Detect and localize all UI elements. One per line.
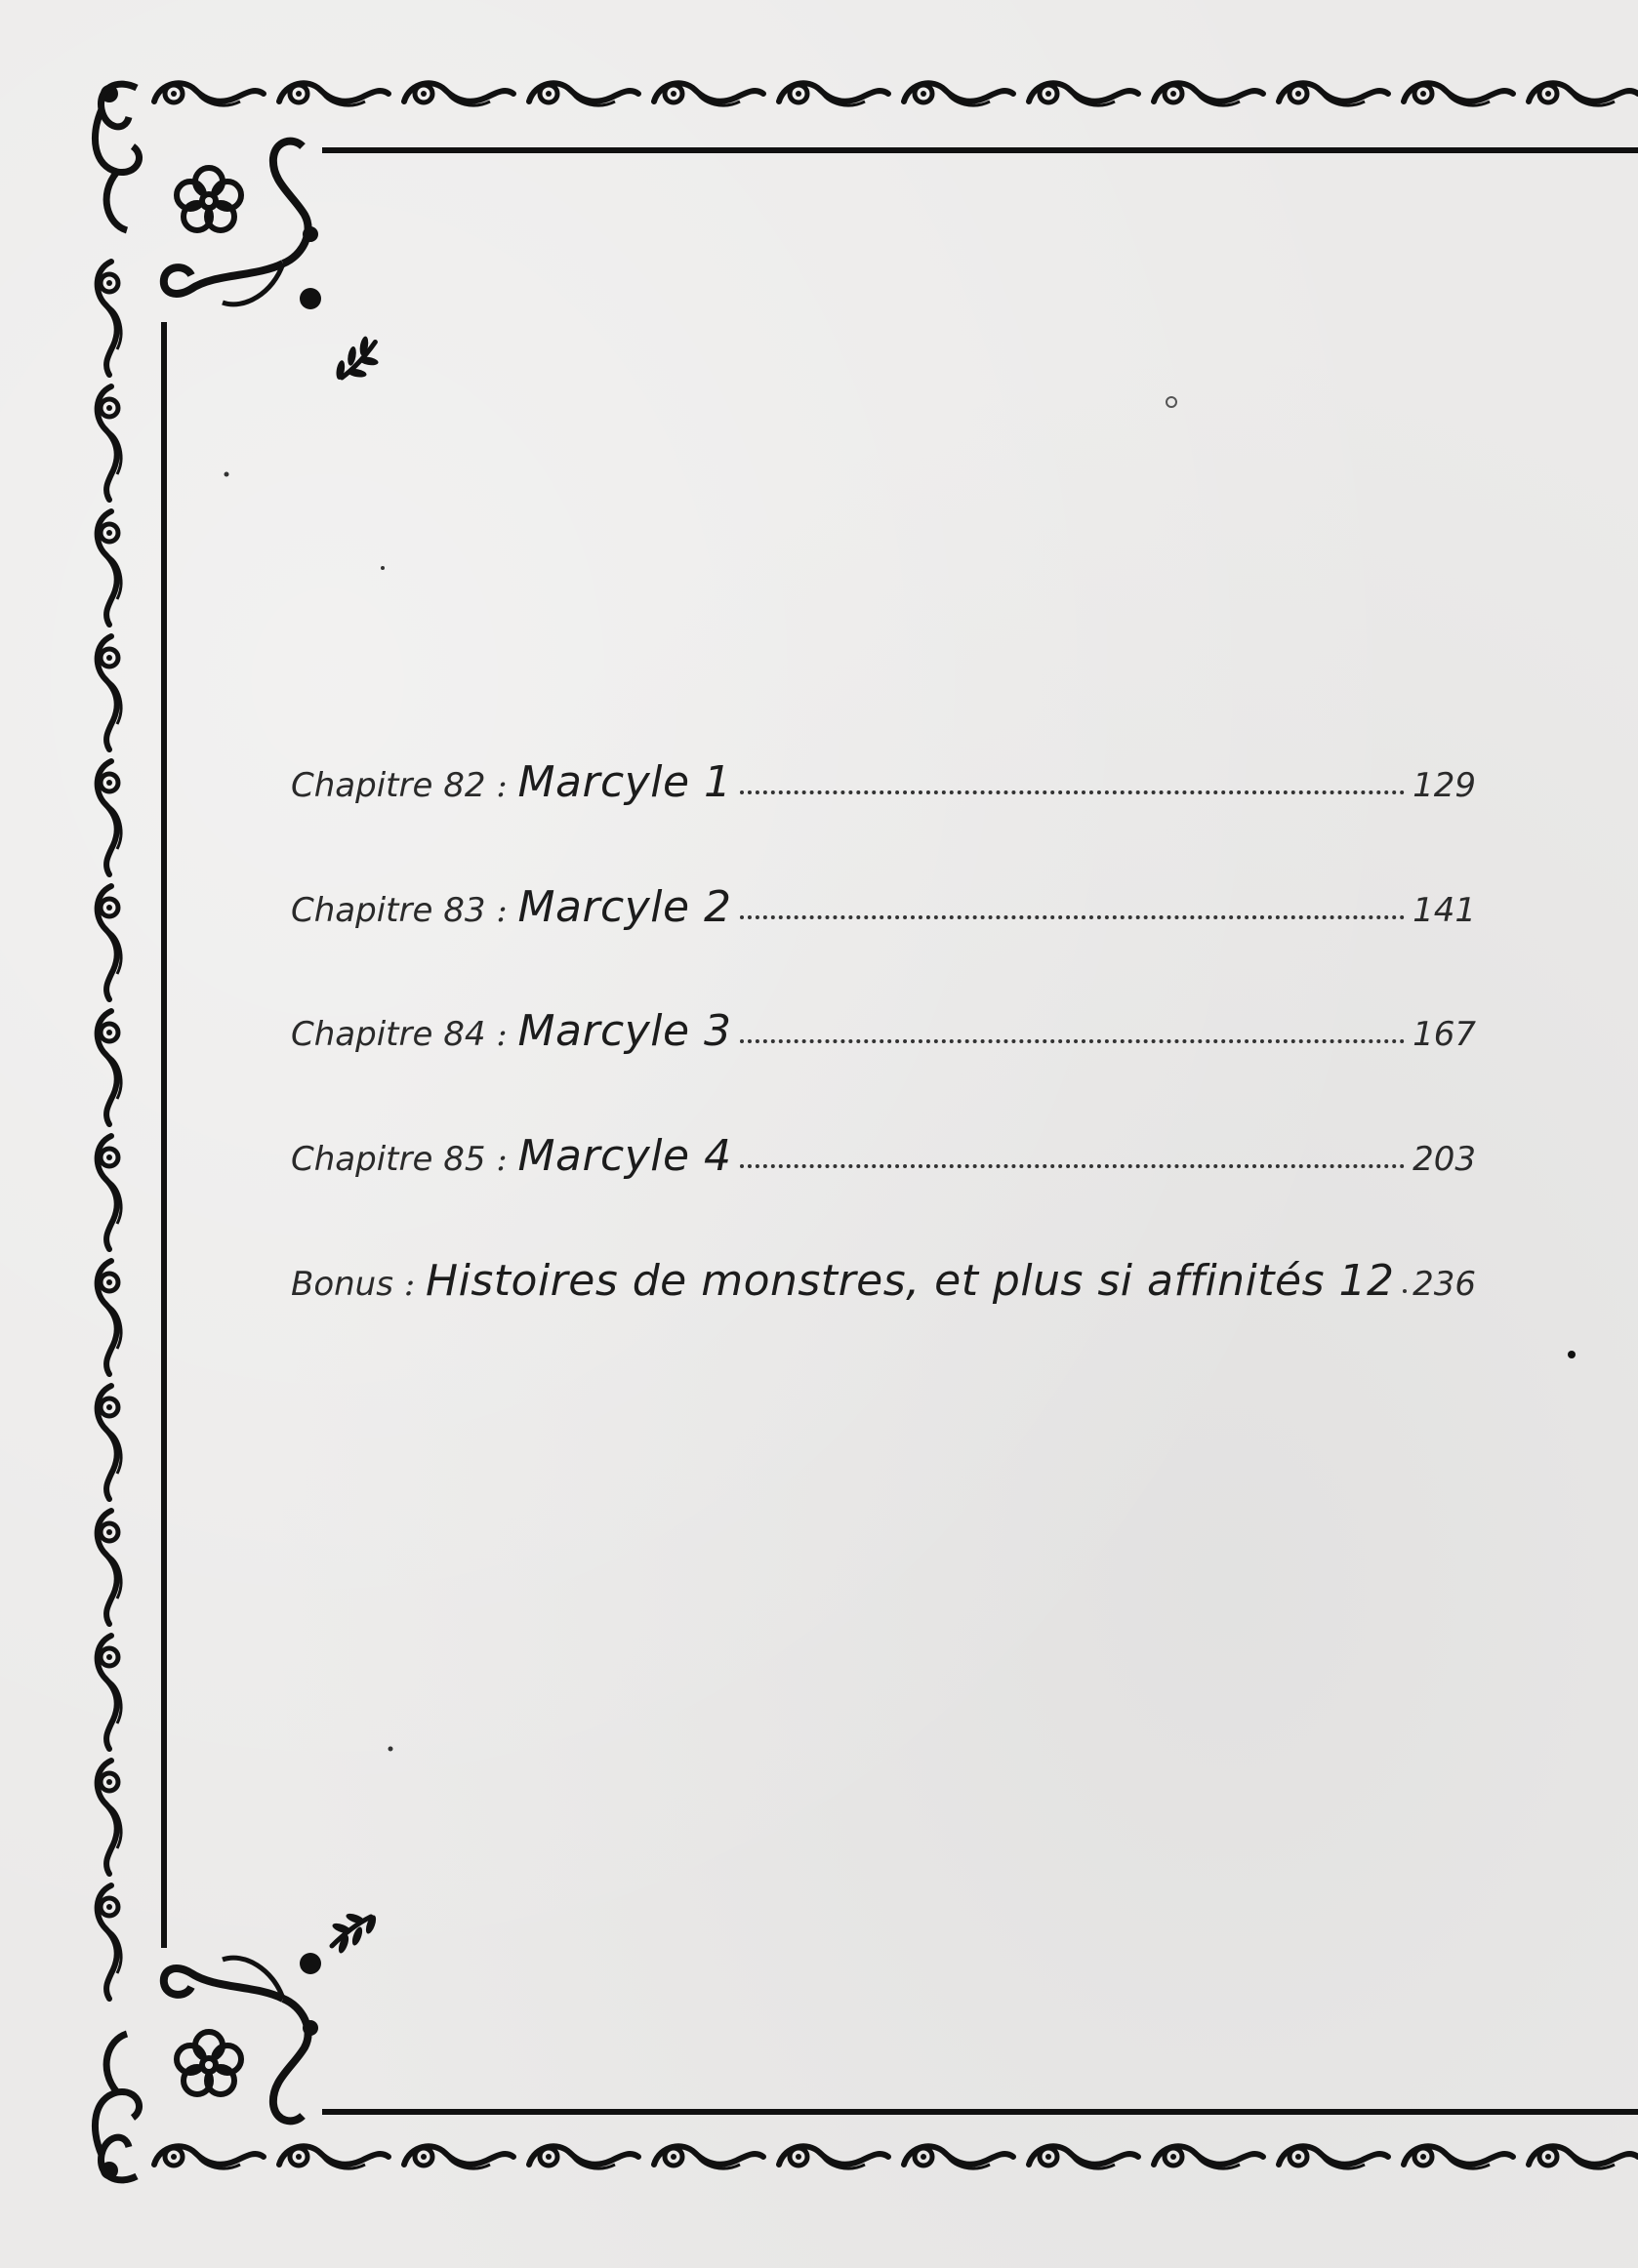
toc-entry-separator: : [485,1140,518,1179]
toc-entry-separator: : [485,891,518,930]
dot-leader [740,910,1406,919]
toc-entry-page: 203 [1413,1140,1476,1179]
left-scroll-band [98,262,121,1999]
toc-entry-prefix: Chapitre 84 [291,1015,486,1054]
toc-entry-title: Marcyle 3 [517,1006,732,1056]
toc-entry-separator: : [485,1015,518,1054]
bottom-scroll-band [154,2146,1638,2168]
toc-entry[interactable] [291,1131,1476,1190]
flower-icon [177,168,241,230]
toc-entry-page: 167 [1413,1015,1476,1054]
flower-icon [177,2032,241,2094]
toc-entry-title: Marcyle 2 [517,882,732,932]
dot-leader [1403,1283,1406,1293]
toc-entry-title: Marcyle 4 [517,1131,732,1181]
toc-entry-prefix: Bonus [291,1265,393,1304]
toc-entry[interactable] [291,1256,1476,1315]
toc-entry-prefix: Chapitre 83 [291,891,486,930]
toc-entry-title: Histoires de monstres, et plus si affinités 12 [426,1256,1395,1306]
toc-entry-prefix: Chapitre 82 [291,766,486,805]
toc-entry-separator: : [392,1265,427,1304]
toc-entry-separator: : [485,766,518,805]
leaf-sprig-icon [331,1912,378,1955]
leaf-sprig-icon [328,334,382,385]
toc-entry-title: Marcyle 1 [517,757,732,807]
dot-leader [740,1158,1406,1168]
toc-entry[interactable] [291,882,1476,941]
toc-entry[interactable] [291,1006,1476,1065]
top-scroll-band [154,83,1638,105]
dot-leader [740,1033,1406,1043]
dot-leader [740,785,1406,794]
toc-entry-page: 236 [1413,1265,1476,1304]
toc-entry-page: 141 [1413,891,1476,930]
toc-entry-prefix: Chapitre 85 [291,1140,486,1179]
toc-entry[interactable] [291,757,1476,816]
toc-entry-page: 129 [1413,766,1476,805]
